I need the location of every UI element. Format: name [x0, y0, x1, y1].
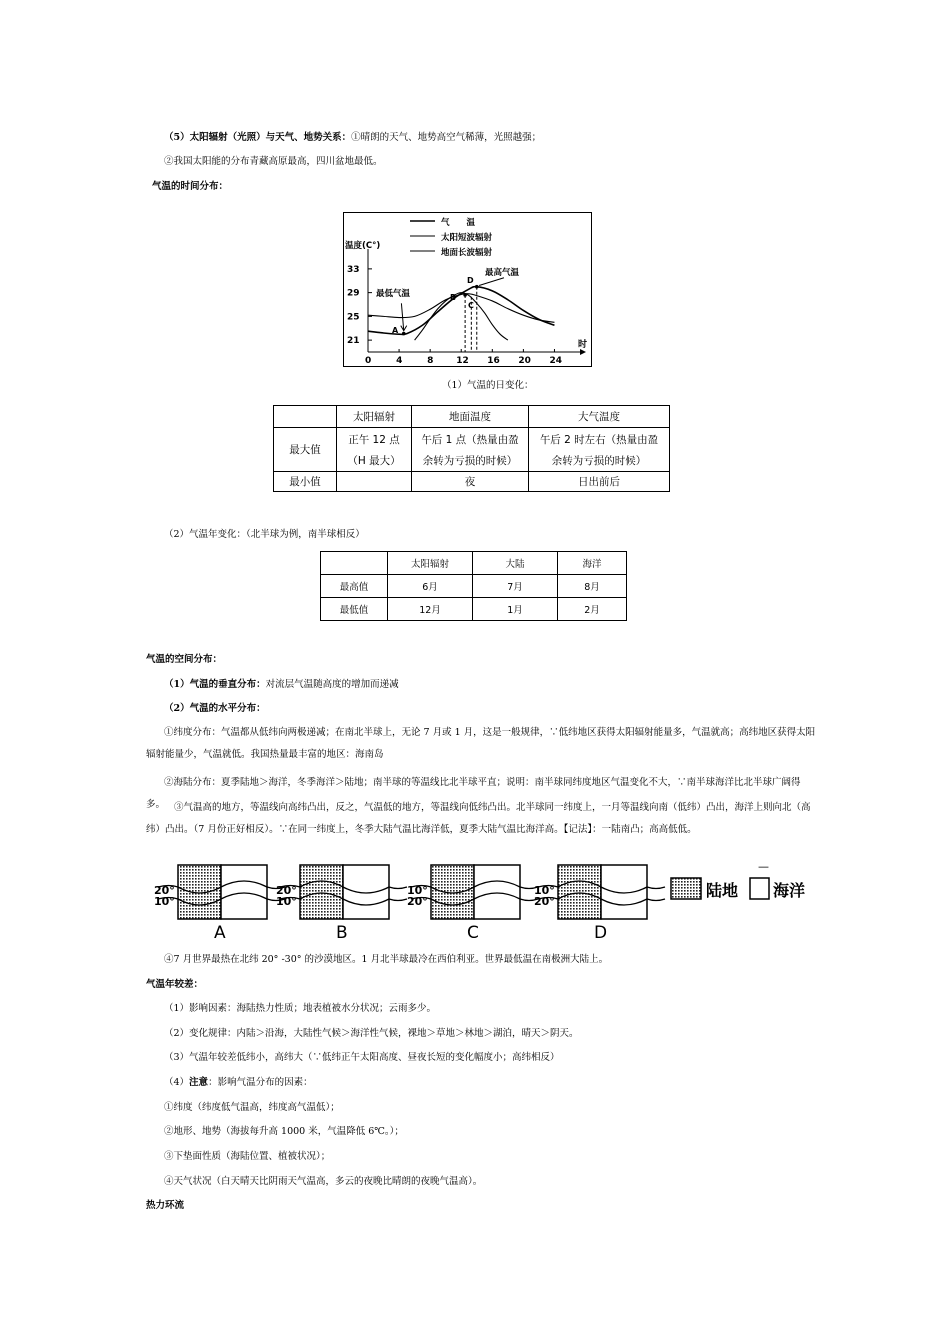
table-row [274, 472, 670, 492]
table-row [321, 575, 627, 598]
panel-letter: A [214, 923, 226, 940]
land-block [558, 865, 601, 919]
daily-temperature-chart [343, 212, 593, 368]
table-header-cell: 海洋 [558, 552, 627, 575]
isotherm-diagram [150, 860, 810, 940]
point-a-label: A [392, 326, 399, 335]
section5-line2: ②我国太阳能的分布青藏高原最高，四川盆地最低。 [164, 156, 383, 167]
vertical-text: 对流层气温随高度的增加而递减 [265, 679, 399, 690]
x-tick-label: 4 [396, 356, 403, 366]
table-cell: 12月 [388, 598, 473, 621]
item4-prefix: （4） [164, 1077, 190, 1088]
table-header-cell: 太阳辐射 [388, 552, 473, 575]
cell-line: 午后 1 点（热量由盈 [421, 433, 519, 446]
point-d-label: D [467, 276, 474, 285]
isotherm-panel-b [276, 865, 407, 940]
legend-label: 太阳短波辐射 [441, 233, 493, 243]
y-tick-label: 29 [347, 288, 360, 299]
series-solar-shortwave [415, 293, 508, 341]
isotherm-panel-d [534, 865, 665, 940]
vertical-distribution [164, 680, 399, 690]
item4-rest: ：影响气温分布的因素： [208, 1077, 313, 1088]
annual-variation-table [320, 551, 627, 621]
table-header-cell: 大陆 [473, 552, 558, 575]
table-header-row [274, 406, 670, 428]
vertical-label: （1）气温的垂直分布： [164, 679, 266, 690]
table-cell: 夜 [412, 472, 529, 492]
sea-block [601, 865, 647, 919]
legend-label: 地面长波辐射 [441, 248, 493, 258]
isotherm-bottom-label: 20° [534, 895, 555, 908]
factor-1: ①纬度（纬度低气温高，纬度高气温低）； [164, 1102, 340, 1113]
section5-heading: （5）太阳辐射（光照）与天气、地势关系： [164, 132, 352, 143]
row-label: 最小值 [274, 472, 337, 492]
table-header-cell: 太阳辐射 [337, 406, 412, 428]
factor-3: ③下垫面性质（海陆位置、植被状况）； [164, 1151, 331, 1162]
paragraph-latitude: ①纬度分布：气温都从低纬向两极递减；在南北半球上，无论 7 月或 1 月，这是一般规律，∵低纬地区获得太阳辐射能量多，气温就高；高纬地区获得太阳辐射能量少，气温就低。我国热量最丰富的地区：海南岛 [146, 727, 816, 760]
y-axis-label: 温度(C°) [345, 241, 381, 251]
legend-label: 气 温 [441, 218, 476, 228]
chart-point [475, 285, 479, 289]
paragraph-isotherm: ③气温高的地方，等温线向高纬凸出，反之，气温低的地方，等温线向低纬凸出。北半球同一纬度上，一月等温线向南（低纬）凸出，海洋上则向北（高纬）凸出。（7 月份正好相反）。∵在同一纬度上，冬季大陆气温比海洋低，夏季大陆气温比海洋高。【记法】：一陆南凸；高高低低。 [146, 802, 811, 835]
table-cell: 日出前后 [529, 472, 670, 492]
land-legend-swatch [671, 878, 701, 899]
table-header-cell: 地面温度 [412, 406, 529, 428]
isotherm-top-label: 20° [276, 884, 297, 897]
x-axis-label: 时 [578, 340, 588, 350]
table-cell [412, 428, 529, 472]
min-temp-label: 最低气温 [376, 289, 411, 299]
paragraph-land-sea: ②海陆分布：夏季陆地＞海洋，冬季海洋＞陆地；南半球的等温线比北半球平直；说明：南半球同纬度地区气温变化不大，∵南半球海洋比北半球广阔得多。 [146, 777, 801, 810]
temporal-heading: 气温的时间分布： [152, 181, 229, 192]
daily-chart-caption: （1）气温的日变化： [442, 380, 534, 391]
cell-line: 午后 2 时左右（热量由盈 [539, 433, 659, 446]
annual-range-item-2: （2）变化规律：内陆＞沿海，大陆性气候＞海洋性气候，裸地＞草地＞林地＞湖泊，晴天＞阴天。 [164, 1028, 579, 1039]
land-block [431, 865, 474, 919]
x-tick-label: 12 [456, 356, 469, 366]
table-cell [337, 472, 412, 492]
x-tick-label: 24 [549, 356, 562, 366]
section5-line1-text: ①晴朗的天气、地势高空气稀薄，光照越强； [351, 132, 542, 143]
table-cell: 2月 [558, 598, 627, 621]
isotherm-bottom-label: 20° [407, 895, 428, 908]
thermal-heading: 热力环流 [146, 1200, 185, 1211]
point-b-label: B [450, 293, 457, 302]
row-label: 最高值 [321, 575, 388, 598]
row-label: 最大值 [274, 428, 337, 472]
paragraph-hottest: ④7 月世界最热在北纬 20° -30° 的沙漠地区。1 月北半球最冷在西伯利亚。世界最低温在南极洲大陆上。 [164, 954, 609, 965]
section5-line1 [164, 133, 541, 143]
annual-range-item-4 [164, 1078, 313, 1088]
land-legend-label: 陆地 [706, 881, 739, 900]
isotherm-panel-c [407, 865, 538, 940]
table-cell [529, 428, 670, 472]
x-tick-label: 8 [427, 356, 434, 366]
land-block [178, 865, 221, 919]
table-cell: 8月 [558, 575, 627, 598]
table-header-row [321, 552, 627, 575]
sea-block [343, 865, 389, 919]
factor-2: ②地形、地势（海拔每升高 1000 米，气温降低 6℃。）； [164, 1126, 404, 1137]
cell-line: 余转为亏损的时候） [551, 454, 647, 467]
isotherm-bottom-label: 10° [276, 895, 297, 908]
table-cell: 1月 [473, 598, 558, 621]
table-header-cell [321, 552, 388, 575]
sea-legend-label: 海洋 [773, 881, 806, 900]
table-header-cell: 大气温度 [529, 406, 670, 428]
x-tick-label: 20 [518, 356, 531, 366]
y-tick-label: 33 [347, 264, 360, 275]
isotherm-top-label: 20° [154, 884, 175, 897]
chart-point [402, 332, 406, 336]
sea-legend-swatch [750, 878, 769, 899]
x-tick-label: 0 [365, 356, 372, 366]
table-cell [337, 428, 412, 472]
row-label: 最低值 [321, 598, 388, 621]
isotherm-top-label: 10° [534, 884, 555, 897]
cell-line: 余转为亏损的时候） [422, 454, 518, 467]
y-tick-label: 25 [347, 312, 360, 323]
land-block [300, 865, 343, 919]
annual-range-heading: 气温年较差： [146, 979, 204, 990]
sea-legend-mark: — [758, 860, 769, 873]
table-cell: 6月 [388, 575, 473, 598]
table-row [321, 598, 627, 621]
annual-caption: （2）气温年变化：（北半球为例，南半球相反） [164, 529, 365, 540]
cell-line: 正午 12 点 [348, 433, 400, 446]
horizontal-label: （2）气温的水平分布： [164, 703, 266, 714]
table-row [274, 428, 670, 472]
item4-note: 注意 [189, 1077, 209, 1088]
point-c-label: C [468, 301, 474, 310]
isotherm-bottom-label: 10° [154, 895, 175, 908]
sea-block [221, 865, 267, 919]
annual-range-item-3: （3）气温年较差低纬小，高纬大（∵低纬正午太阳高度、昼夜长短的变化幅度小；高纬相反） [164, 1052, 560, 1063]
annual-range-item-1: （1）影响因素：海陆热力性质；地表植被水分状况；云雨多少。 [164, 1003, 437, 1014]
sea-block [474, 865, 520, 919]
max-temp-arrow [479, 278, 504, 286]
table-cell: 7月 [473, 575, 558, 598]
panel-letter: B [336, 923, 348, 940]
daily-variation-table [273, 405, 670, 492]
panel-letter: D [594, 923, 608, 940]
isotherm-top-label: 10° [407, 884, 428, 897]
diagram-legend [671, 860, 805, 900]
x-tick-label: 16 [487, 356, 500, 366]
panel-letter: C [467, 923, 479, 940]
isotherm-panel-a [154, 865, 285, 940]
y-tick-label: 21 [347, 336, 360, 347]
spatial-heading: 气温的空间分布： [146, 654, 223, 665]
max-temp-label: 最高气温 [485, 268, 520, 278]
chart-point [463, 293, 467, 297]
cell-line: （H 最大） [347, 454, 401, 467]
table-header-cell [274, 406, 337, 428]
factor-4: ④天气状况（白天晴天比阴雨天气温高，多云的夜晚比晴朗的夜晚气温高）。 [164, 1176, 483, 1187]
